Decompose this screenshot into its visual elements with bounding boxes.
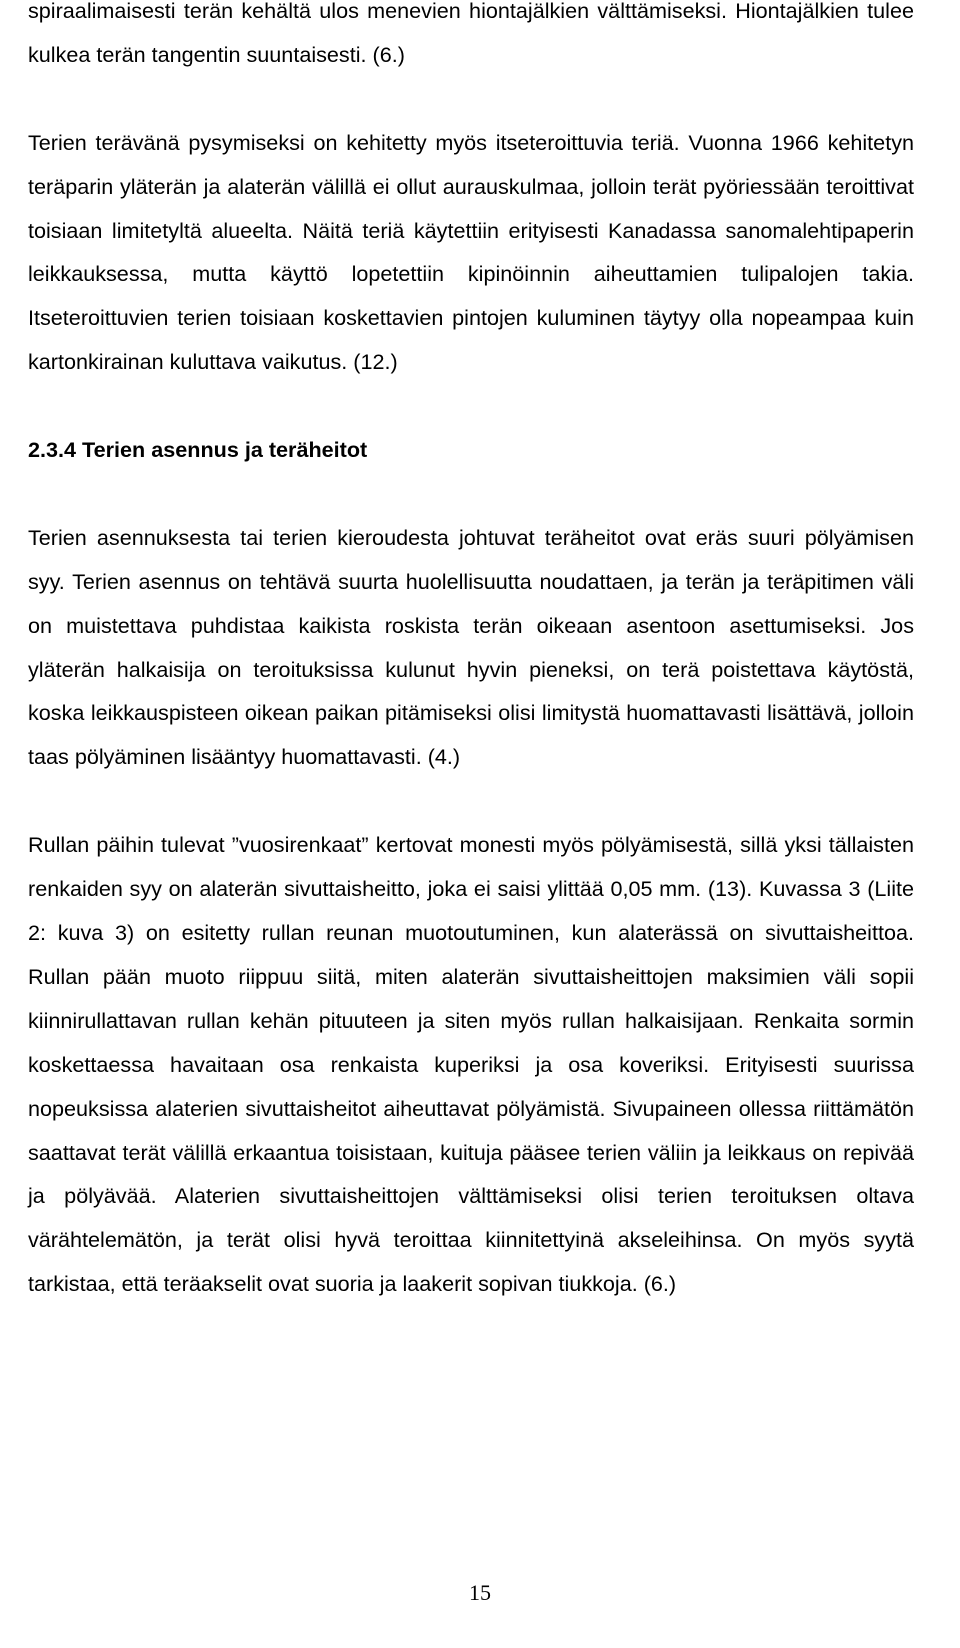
paragraph-blade-installation: Terien asennuksesta tai terien kieroudesta johtuvat teräheitot ovat eräs suuri pölyämisen syy. Terien asennus on tehtävä suurta huolellisuutta noudattaen, ja terän ja teräpitimen väli on muistettava puhdistaa kaikista roskista terän oikeaan asentoon asettumiseksi. Jos yläterän halkaisija on teroituksissa kulunut hyvin pieneksi, on terä poistettava käytöstä, koska leikkauspisteen oikean paikan pitämiseksi olisi limitystä huomattavasti lisättävä, jolloin taas pölyäminen lisääntyy huomattavasti. (4.) [28,524,914,770]
page-number: 15 [469,1580,491,1605]
section-heading: 2.3.4 Terien asennus ja teräheitot [28,437,368,463]
paragraph-sharpening-marks: spiraalimaisesti terän kehältä ulos menevien hiontajälkien välttämiseksi. Hiontajälkien tulee kulkea terän tangentin suuntaisesti. (6.) [28,0,914,67]
paragraph-gap [28,77,914,121]
body-text [28,0,914,1306]
paragraph-gap [28,384,914,428]
paragraph-self-sharpening-blades: Terien terävänä pysymiseksi on kehitetty myös itseteroittuvia teriä. Vuonna 1966 kehitetyn teräparin yläterän ja alaterän välillä ei ollut aurauskulmaa, jolloin terät pyöriessään teroittivat toisiaan limitetyltä alueelta. Näitä teriä käytettiin erityisesti Kanadassa sanomalehtipaperin leikkauksessa, mutta käyttö lopetettiin kipinöinnin aiheuttamien tulipalojen takia. Itseteroittuvien terien toisiaan koskettavien pintojen kuluminen täytyy olla nopeampaa kuin kartonkirainan kuluttava vaikutus. (12.) [28,129,914,375]
paragraph-gap [28,472,914,516]
paragraph-annual-rings: Rullan päihin tulevat ”vuosirenkaat” kertovat monesti myös pölyämisestä, sillä yksi tällaisten renkaiden syy on alaterän sivuttaisheitto, joka ei saisi ylittää 0,05 mm. (13). Kuvassa 3 (Liite 2: kuva 3) on esitetty rullan reunan muotoutuminen, kun alaterässä on sivuttaisheittoa. Rullan pään muoto riippuu siitä, miten alaterän sivuttaisheittojen maksimien väli sopii kiinnirullattavan rullan kehän pituuteen ja siten myös rullan halkaisijaan. Renkaita sormin koskettaessa havaitaan osa renkaista kuperiksi ja osa koveriksi. Erityisesti suurissa nopeuksissa alaterien sivuttaisheitot aiheuttavat pölyämistä. Sivupaineen ollessa riittämätön saattavat terät välillä erkaantua toisistaan, kuituja pääsee terien väliin ja leikkaus on repivää ja pölyävää. Alaterien sivuttaisheittojen välttämiseksi olisi terien teroituksen oltava värähtelemätön, ja terät olisi hyvä teroittaa kiinnitettyinä akseleihinsa. On myös syytä tarkistaa, että teräakselit ovat suoria ja laakerit sopivan tiukkoja. (6.) [28,832,914,1297]
paragraph-gap [28,779,914,823]
